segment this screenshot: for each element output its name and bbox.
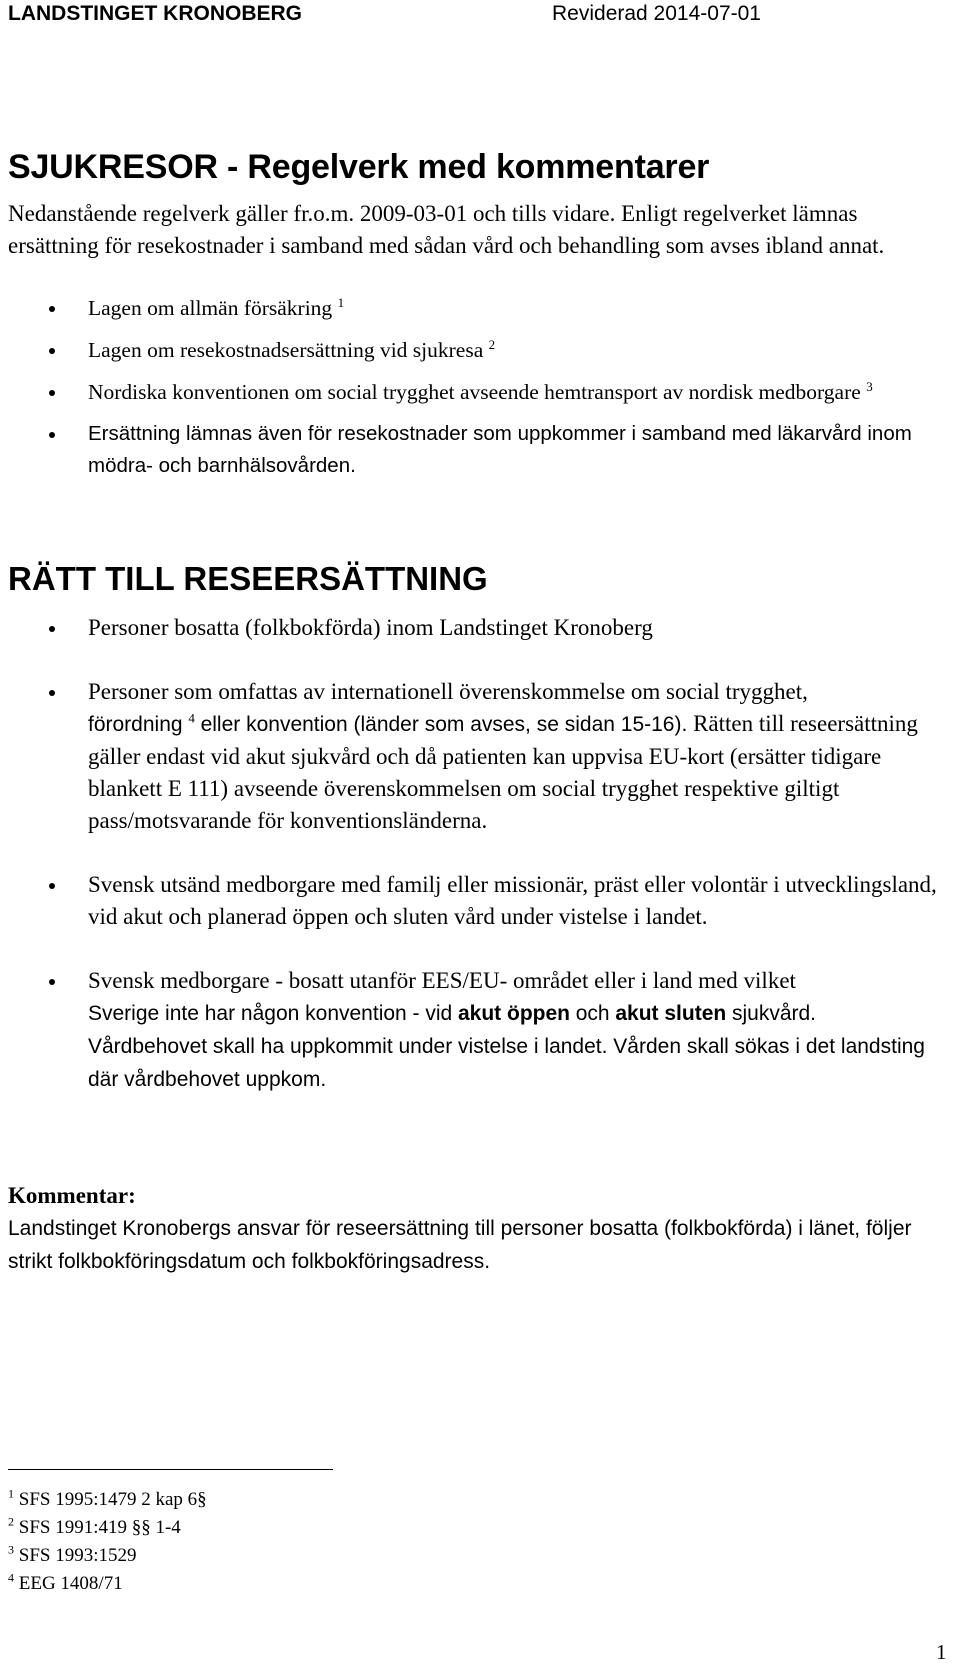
rule-text: Lagen om allmän försäkring bbox=[88, 296, 333, 320]
list-item bbox=[0, 676, 940, 837]
eligibility-text: förordning bbox=[88, 713, 183, 736]
section-heading: RÄTT TILL RESEERSÄTTNING bbox=[8, 560, 488, 597]
eligibility-text: Rätten till reseersättning gäller endast vid akut sjukvård och då patienten kan uppvisa EU-kort (ersätter tidigare blankett E 111) avseende överenskommelsen om social trygghet respektive giltigt pass/motsvarande för konventionsländerna. bbox=[88, 711, 918, 833]
comment-block bbox=[8, 1180, 948, 1278]
emphasis-text: akut sluten bbox=[615, 1002, 727, 1025]
footnote-text: SFS 1993:1529 bbox=[18, 1545, 137, 1566]
page-header bbox=[0, 0, 960, 36]
footnote-number: 2 bbox=[8, 1514, 14, 1529]
footnote-text: SFS 1995:1479 2 kap 6§ bbox=[18, 1489, 207, 1510]
footnote bbox=[8, 1486, 207, 1514]
organization-name: LANDSTINGET KRONOBERG bbox=[8, 2, 302, 25]
page-number: 1 bbox=[936, 1640, 947, 1664]
eligibility-text: eller konvention (länder som avses, se sidan 15-16). bbox=[200, 713, 688, 736]
footnote-ref[interactable]: 1 bbox=[337, 294, 345, 310]
eligibility-text: Sverige inte har någon konvention - vid bbox=[88, 1002, 453, 1025]
revision-date: Reviderad 2014-07-01 bbox=[552, 2, 761, 25]
footnote-ref[interactable]: 3 bbox=[866, 378, 873, 394]
eligibility-text: Personer som omfattas av internationell överenskommelse om social trygghet, bbox=[88, 679, 808, 704]
eligibility-text: och bbox=[575, 1002, 610, 1025]
rule-text: Ersättning lämnas även för resekostnader som uppkommer i samband med läkarvård inom mödra- och barnhälsovården. bbox=[88, 422, 912, 477]
footnote-text: EEG 1408/71 bbox=[18, 1573, 123, 1594]
list-item bbox=[0, 334, 940, 366]
list-item bbox=[0, 869, 940, 933]
eligibility-list bbox=[0, 612, 940, 1128]
footnote-number: 3 bbox=[8, 1542, 14, 1557]
footnote-text: SFS 1991:419 §§ 1-4 bbox=[18, 1517, 181, 1538]
list-item bbox=[0, 418, 940, 482]
rules-list bbox=[0, 292, 940, 492]
comment-label: Kommentar: bbox=[8, 1183, 136, 1208]
list-item bbox=[0, 376, 940, 408]
eligibility-text: Svensk medborgare - bosatt utanför EES/EU- området eller i land med vilket bbox=[88, 968, 796, 993]
footnote bbox=[8, 1542, 207, 1570]
list-item bbox=[0, 965, 940, 1096]
rule-text: Nordiska konventionen om social trygghet avseende hemtransport av nordisk medborgare bbox=[88, 380, 861, 404]
rule-text: Lagen om resekostnadsersättning vid sjukresa bbox=[88, 338, 484, 362]
footnote-ref[interactable]: 4 bbox=[188, 710, 195, 726]
intro-paragraph: Nedanstående regelverk gäller fr.o.m. 2009-03-01 och tills vidare. Enligt regelverket lämnas ersättning för resekostnader i samband med sådan vård och behandling som avses ibland annat. bbox=[8, 201, 885, 258]
footnotes bbox=[8, 1486, 207, 1598]
eligibility-text: Svensk utsänd medborgare med familj eller missionär, präst eller volontär i utvecklingsland, vid akut och planerad öppen och sluten vård under vistelse i landet. bbox=[88, 872, 937, 929]
footnote-number: 1 bbox=[8, 1486, 14, 1501]
footnote-number: 4 bbox=[8, 1570, 14, 1585]
footnote bbox=[8, 1514, 207, 1542]
footnote bbox=[8, 1570, 207, 1598]
footnote-ref[interactable]: 2 bbox=[488, 336, 496, 352]
emphasis-text: akut öppen bbox=[457, 1002, 570, 1025]
comment-text: Landstinget Kronobergs ansvar för reseersättning till personer bosatta (folkbokförda) i länet, följer strikt folkbokföringsdatum och folkbokföringsadress. bbox=[8, 1217, 912, 1273]
eligibility-text: sjukvård. bbox=[731, 1002, 816, 1025]
eligibility-text: Vårdbehovet skall ha uppkommit under vistelse i landet. Vården skall sökas i det landsting där vårdbehovet uppkom. bbox=[88, 1035, 925, 1091]
document-title: SJUKRESOR - Regelverk med kommentarer bbox=[8, 148, 710, 186]
list-item bbox=[0, 292, 940, 324]
eligibility-text: Personer bosatta (folkbokförda) inom Landstinget Kronoberg bbox=[88, 615, 653, 640]
footnote-divider bbox=[8, 1469, 333, 1470]
list-item bbox=[0, 612, 940, 644]
